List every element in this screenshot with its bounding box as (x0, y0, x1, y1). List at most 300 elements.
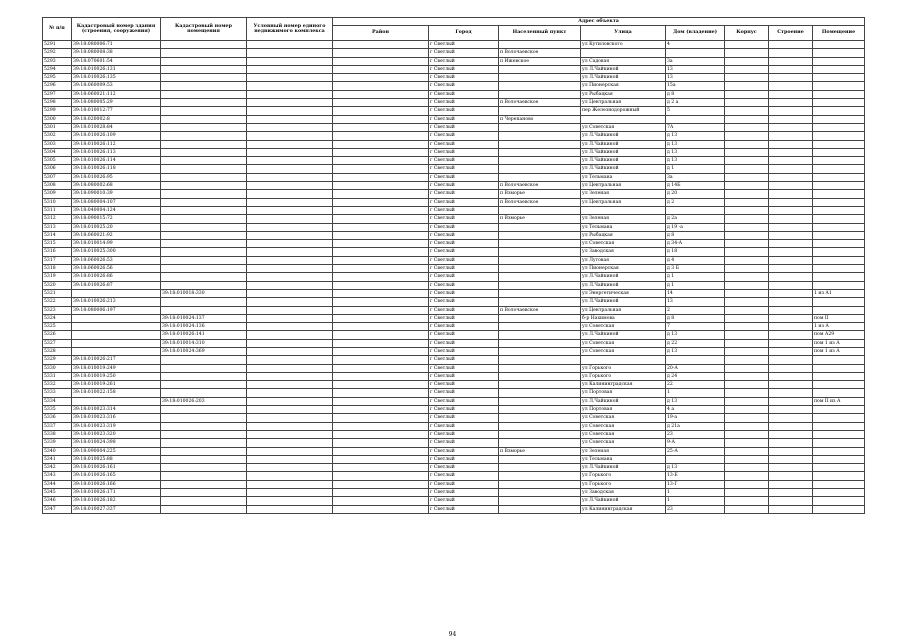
table-row (43, 281, 865, 289)
cell-building (769, 107, 813, 115)
cell-street: ул Энергетическая (581, 289, 666, 297)
cell-street: ул Центральная (581, 99, 666, 107)
cell-room (813, 447, 865, 455)
cell-cad-building: 39:18:010025:88 (72, 455, 161, 463)
cell-cad-building: 39:18:010026:112 (72, 140, 161, 148)
cell-cad-room (161, 182, 247, 190)
cell-korpus (725, 57, 769, 65)
cell-street: ул Советская (581, 422, 666, 430)
cell-room (813, 364, 865, 372)
cell-room (813, 90, 865, 98)
cell-district (333, 273, 429, 281)
cell-street: ул Калининградская (581, 381, 666, 389)
col-header-cad-building: Кадастровый номер здания (строения, сооружения) (72, 18, 161, 41)
cell-street: ул Садовая (581, 57, 666, 65)
cell-cad-room (161, 157, 247, 165)
cell-street: ул Советская (581, 430, 666, 438)
cell-cad-complex (247, 439, 333, 447)
cell-cad-building: 39:18:070601:54 (72, 57, 161, 65)
cell-num: 5332 (43, 381, 72, 389)
cell-num: 5306 (43, 165, 72, 173)
cell-cad-room (161, 215, 247, 223)
cell-cad-room (161, 240, 247, 248)
cell-cad-building: 39:18:010014:99 (72, 240, 161, 248)
cell-settlement (499, 414, 581, 422)
cell-room (813, 248, 865, 256)
table-row (43, 422, 865, 430)
cell-city: г Светлый (429, 397, 499, 405)
cell-house: д 4 (666, 256, 725, 264)
cell-cad-room (161, 248, 247, 256)
cell-district (333, 82, 429, 90)
cell-num: 5310 (43, 198, 72, 206)
cell-district (333, 190, 429, 198)
cell-cad-room (161, 231, 247, 239)
cell-street: ул Калининградская (581, 505, 666, 513)
cell-cad-complex (247, 49, 333, 57)
cell-house: д 2 а (666, 99, 725, 107)
cell-house: д 13 (666, 140, 725, 148)
cell-city: г Светлый (429, 190, 499, 198)
cell-num: 5312 (43, 215, 72, 223)
cell-street: ул Центральная (581, 306, 666, 314)
cell-room (813, 165, 865, 173)
cell-num: 5296 (43, 82, 72, 90)
table-row (43, 497, 865, 505)
cell-settlement (499, 480, 581, 488)
cell-building (769, 489, 813, 497)
cell-city: г Светлый (429, 439, 499, 447)
cell-settlement: п Взморье (499, 447, 581, 455)
cell-city: г Светлый (429, 289, 499, 297)
cell-cad-building: 39:18:010023:320 (72, 430, 161, 438)
cell-korpus (725, 157, 769, 165)
cell-cad-building (72, 339, 161, 347)
cell-settlement: п Волочаевское (499, 49, 581, 57)
cell-num: 5317 (43, 256, 72, 264)
cell-district (333, 215, 429, 223)
cell-room (813, 439, 865, 447)
cell-settlement (499, 90, 581, 98)
cell-district (333, 447, 429, 455)
cell-house: 4 (666, 41, 725, 49)
col-header-house: Дом (владение) (666, 26, 725, 41)
cell-cad-building (72, 347, 161, 355)
cell-city: г Светлый (429, 331, 499, 339)
cell-cad-complex (247, 190, 333, 198)
cell-building (769, 165, 813, 173)
cell-district (333, 265, 429, 273)
cell-cad-complex (247, 107, 333, 115)
cell-district (333, 497, 429, 505)
cell-house (666, 455, 725, 463)
cell-num: 5327 (43, 339, 72, 347)
cell-house: д 2а (666, 215, 725, 223)
cell-num: 5297 (43, 90, 72, 98)
cell-settlement (499, 148, 581, 156)
cell-room (813, 190, 865, 198)
cell-korpus (725, 406, 769, 414)
cell-street: ул Л.Чайкиной (581, 331, 666, 339)
cell-cad-room (161, 306, 247, 314)
page-number: 94 (448, 631, 457, 638)
cell-house: 3а (666, 173, 725, 181)
table-row (43, 273, 865, 281)
cell-house: 13-Г (666, 480, 725, 488)
cell-city: г Светлый (429, 356, 499, 364)
cell-num: 5325 (43, 323, 72, 331)
cell-cad-building (72, 314, 161, 322)
cell-street: ул Советская (581, 439, 666, 447)
cell-house (666, 115, 725, 123)
table-row (43, 455, 865, 463)
cell-city: г Светлый (429, 389, 499, 397)
cell-house: 7 (666, 323, 725, 331)
cell-cad-building: 39:18:010026:182 (72, 497, 161, 505)
table-row (43, 397, 865, 405)
cell-settlement: п Волочаевское (499, 182, 581, 190)
cell-building (769, 406, 813, 414)
table-row (43, 439, 865, 447)
cell-cad-complex (247, 397, 333, 405)
cell-cad-room: 39:18:010024:136 (161, 323, 247, 331)
cell-street: ул Л.Чайкиной (581, 497, 666, 505)
cell-house: 13 (666, 74, 725, 82)
cell-cad-room: 39:18:010014:310 (161, 339, 247, 347)
cell-district (333, 406, 429, 414)
cell-street: ул Л.Чайкиной (581, 140, 666, 148)
cell-city: г Светлый (429, 265, 499, 273)
cell-room (813, 157, 865, 165)
cell-street: ул Советская (581, 323, 666, 331)
registry-sheet (42, 17, 864, 514)
cell-cad-room (161, 132, 247, 140)
cell-street: ул Л.Чайкиной (581, 464, 666, 472)
cell-cad-complex (247, 123, 333, 131)
cell-house: 25-А (666, 447, 725, 455)
table-row (43, 99, 865, 107)
cell-cad-complex (247, 256, 333, 264)
cell-korpus (725, 90, 769, 98)
cell-district (333, 505, 429, 513)
cell-cad-building: 39:18:090004:225 (72, 447, 161, 455)
cell-settlement (499, 298, 581, 306)
cell-cad-building (72, 331, 161, 339)
cell-korpus (725, 173, 769, 181)
cell-district (333, 231, 429, 239)
cell-room (813, 489, 865, 497)
cell-settlement: п Взморье (499, 215, 581, 223)
cell-city: г Светлый (429, 298, 499, 306)
cell-korpus (725, 65, 769, 73)
cell-house: д 21а (666, 422, 725, 430)
cell-num: 5344 (43, 480, 72, 488)
cell-num: 5304 (43, 148, 72, 156)
cell-korpus (725, 331, 769, 339)
cell-cad-room (161, 381, 247, 389)
cell-cad-complex (247, 65, 333, 73)
cell-street: ул Горького (581, 472, 666, 480)
table-row (43, 381, 865, 389)
cell-cad-room: 39:18:010026:203 (161, 397, 247, 405)
cell-korpus (725, 480, 769, 488)
cell-house: д 1 (666, 281, 725, 289)
cell-korpus (725, 165, 769, 173)
cell-cad-complex (247, 165, 333, 173)
cell-building (769, 223, 813, 231)
cell-settlement (499, 65, 581, 73)
cell-house: д 3 Б (666, 265, 725, 273)
cell-num: 5300 (43, 115, 72, 123)
cell-district (333, 223, 429, 231)
cell-cad-building: 39:18:010025:20 (72, 223, 161, 231)
cell-num: 5319 (43, 273, 72, 281)
cell-room (813, 480, 865, 488)
cell-korpus (725, 190, 769, 198)
cell-street: ул Центральная (581, 182, 666, 190)
cell-cad-room (161, 298, 247, 306)
cell-district (333, 422, 429, 430)
cell-room (813, 82, 865, 90)
table-row (43, 472, 865, 480)
cell-cad-building: 39:18:010012:77 (72, 107, 161, 115)
cell-cad-complex (247, 389, 333, 397)
cell-settlement (499, 157, 581, 165)
cell-num: 5345 (43, 489, 72, 497)
cell-district (333, 198, 429, 206)
cell-district (333, 107, 429, 115)
cell-settlement (499, 223, 581, 231)
cell-cad-room (161, 372, 247, 380)
cell-house: 4 а (666, 406, 725, 414)
cell-street (581, 49, 666, 57)
table-row (43, 505, 865, 513)
cell-settlement: п Волочаевское (499, 99, 581, 107)
cell-house: д 8 (666, 231, 725, 239)
cell-cad-building: 39:18:010019:250 (72, 372, 161, 380)
cell-city: г Светлый (429, 430, 499, 438)
cell-cad-room (161, 123, 247, 131)
cell-cad-building: 39:18:010023:316 (72, 414, 161, 422)
cell-cad-complex (247, 132, 333, 140)
cell-korpus (725, 489, 769, 497)
cell-district (333, 314, 429, 322)
cell-building (769, 455, 813, 463)
cell-city: г Светлый (429, 123, 499, 131)
cell-building (769, 397, 813, 405)
table-row (43, 173, 865, 181)
cell-room (813, 265, 865, 273)
cell-settlement (499, 347, 581, 355)
cell-district (333, 41, 429, 49)
cell-city: г Светлый (429, 107, 499, 115)
cell-room (813, 140, 865, 148)
cell-cad-complex (247, 406, 333, 414)
cell-korpus (725, 182, 769, 190)
cell-building (769, 90, 813, 98)
col-header-cad-room: Кадастровый номер помещения (161, 18, 247, 41)
cell-cad-room (161, 140, 247, 148)
cell-cad-building: 39:18:010024:398 (72, 439, 161, 447)
cell-building (769, 157, 813, 165)
cell-district (333, 132, 429, 140)
cell-cad-complex (247, 82, 333, 90)
cell-cad-building: 39:18:060021:112 (72, 90, 161, 98)
cell-settlement (499, 464, 581, 472)
cell-korpus (725, 447, 769, 455)
cell-house: д 1 (666, 165, 725, 173)
cell-city: г Светлый (429, 455, 499, 463)
cell-street: ул Л.Чайкиной (581, 281, 666, 289)
cell-cad-room (161, 447, 247, 455)
cell-cad-complex (247, 306, 333, 314)
cell-korpus (725, 82, 769, 90)
cell-cad-building: 39:18:010022:158 (72, 389, 161, 397)
cell-house: д 13 (666, 157, 725, 165)
cell-korpus (725, 273, 769, 281)
cell-korpus (725, 314, 769, 322)
cell-city: г Светлый (429, 414, 499, 422)
cell-settlement (499, 497, 581, 505)
cell-street: ул Советская (581, 123, 666, 131)
cell-cad-complex (247, 240, 333, 248)
cell-cad-room: 39:18:010018:330 (161, 289, 247, 297)
cell-room (813, 107, 865, 115)
cell-district (333, 57, 429, 65)
cell-settlement (499, 165, 581, 173)
cell-street: ул Рыбацкая (581, 90, 666, 98)
cell-cad-building: 39:18:040004:124 (72, 206, 161, 214)
cell-room (813, 65, 865, 73)
cell-cad-building: 39:18:090015:72 (72, 215, 161, 223)
cell-building (769, 314, 813, 322)
cell-building (769, 231, 813, 239)
table-row (43, 265, 865, 273)
cell-street (581, 356, 666, 364)
cell-city: г Светлый (429, 223, 499, 231)
cell-street: ул Советская (581, 339, 666, 347)
cell-street: ул Горького (581, 480, 666, 488)
cell-cad-complex (247, 148, 333, 156)
cell-building (769, 256, 813, 264)
table-row (43, 231, 865, 239)
cell-district (333, 99, 429, 107)
cell-street: ул Л.Чайкиной (581, 132, 666, 140)
cell-room (813, 372, 865, 380)
cell-cad-building: 39:18:060026:53 (72, 256, 161, 264)
cell-cad-building: 39:18:060021:92 (72, 231, 161, 239)
cell-korpus (725, 240, 769, 248)
cell-cad-complex (247, 430, 333, 438)
cell-settlement (499, 107, 581, 115)
cell-num: 5303 (43, 140, 72, 148)
cell-settlement (499, 248, 581, 256)
cell-room (813, 148, 865, 156)
cell-house: д 34-А (666, 240, 725, 248)
cell-cad-room (161, 82, 247, 90)
cell-city: г Светлый (429, 422, 499, 430)
cell-korpus (725, 231, 769, 239)
cell-num: 5320 (43, 281, 72, 289)
cell-street: б-р Нахимова (581, 314, 666, 322)
cell-house: 9-А (666, 439, 725, 447)
cell-room (813, 281, 865, 289)
cell-cad-complex (247, 505, 333, 513)
cell-korpus (725, 248, 769, 256)
cell-house: 13 (666, 298, 725, 306)
cell-building (769, 82, 813, 90)
cell-district (333, 480, 429, 488)
cell-cad-room (161, 57, 247, 65)
cell-street: ул Центральная (581, 198, 666, 206)
cell-num: 5302 (43, 132, 72, 140)
cell-korpus (725, 223, 769, 231)
cell-cad-room (161, 65, 247, 73)
col-header-num: № п/п (43, 18, 72, 41)
cell-cad-building: 39:18:010026:87 (72, 281, 161, 289)
cell-cad-complex (247, 198, 333, 206)
cell-cad-building: 39:18:010023:314 (72, 406, 161, 414)
cell-city: г Светлый (429, 49, 499, 57)
cell-room (813, 173, 865, 181)
cell-cad-complex (247, 223, 333, 231)
cell-building (769, 206, 813, 214)
cell-korpus (725, 215, 769, 223)
cell-house: 14 (666, 289, 725, 297)
cell-district (333, 256, 429, 264)
cell-settlement (499, 132, 581, 140)
cell-cad-building: 39:18:010028:84 (72, 123, 161, 131)
cell-korpus (725, 148, 769, 156)
cell-building (769, 148, 813, 156)
cell-house (666, 356, 725, 364)
cell-cad-complex (247, 41, 333, 49)
table-row (43, 289, 865, 297)
cell-cad-building: 39:18:010026:217 (72, 356, 161, 364)
cell-house: 1 (666, 389, 725, 397)
col-header-settlement: Населенный пункт (499, 26, 581, 41)
cell-room (813, 389, 865, 397)
col-header-city: Город (429, 26, 499, 41)
cell-settlement: п Волочаевское (499, 198, 581, 206)
cell-building (769, 74, 813, 82)
cell-cad-building: 39:18:010026:166 (72, 480, 161, 488)
cell-building (769, 472, 813, 480)
cell-num: 5347 (43, 505, 72, 513)
cell-building (769, 132, 813, 140)
table-row (43, 223, 865, 231)
cell-district (333, 49, 429, 57)
cell-num: 5331 (43, 372, 72, 380)
cell-num: 5326 (43, 331, 72, 339)
cell-city: г Светлый (429, 206, 499, 214)
cell-district (333, 389, 429, 397)
cell-cad-complex (247, 489, 333, 497)
cell-district (333, 339, 429, 347)
cell-building (769, 115, 813, 123)
cell-korpus (725, 49, 769, 57)
cell-city: г Светлый (429, 464, 499, 472)
cell-district (333, 148, 429, 156)
cell-building (769, 123, 813, 131)
cell-street: ул Зеленая (581, 190, 666, 198)
cell-street: ул Л.Чайкиной (581, 273, 666, 281)
cell-korpus (725, 455, 769, 463)
cell-num: 5328 (43, 347, 72, 355)
cell-cad-room (161, 115, 247, 123)
cell-city: г Светлый (429, 90, 499, 98)
cell-house: д 13 (666, 132, 725, 140)
